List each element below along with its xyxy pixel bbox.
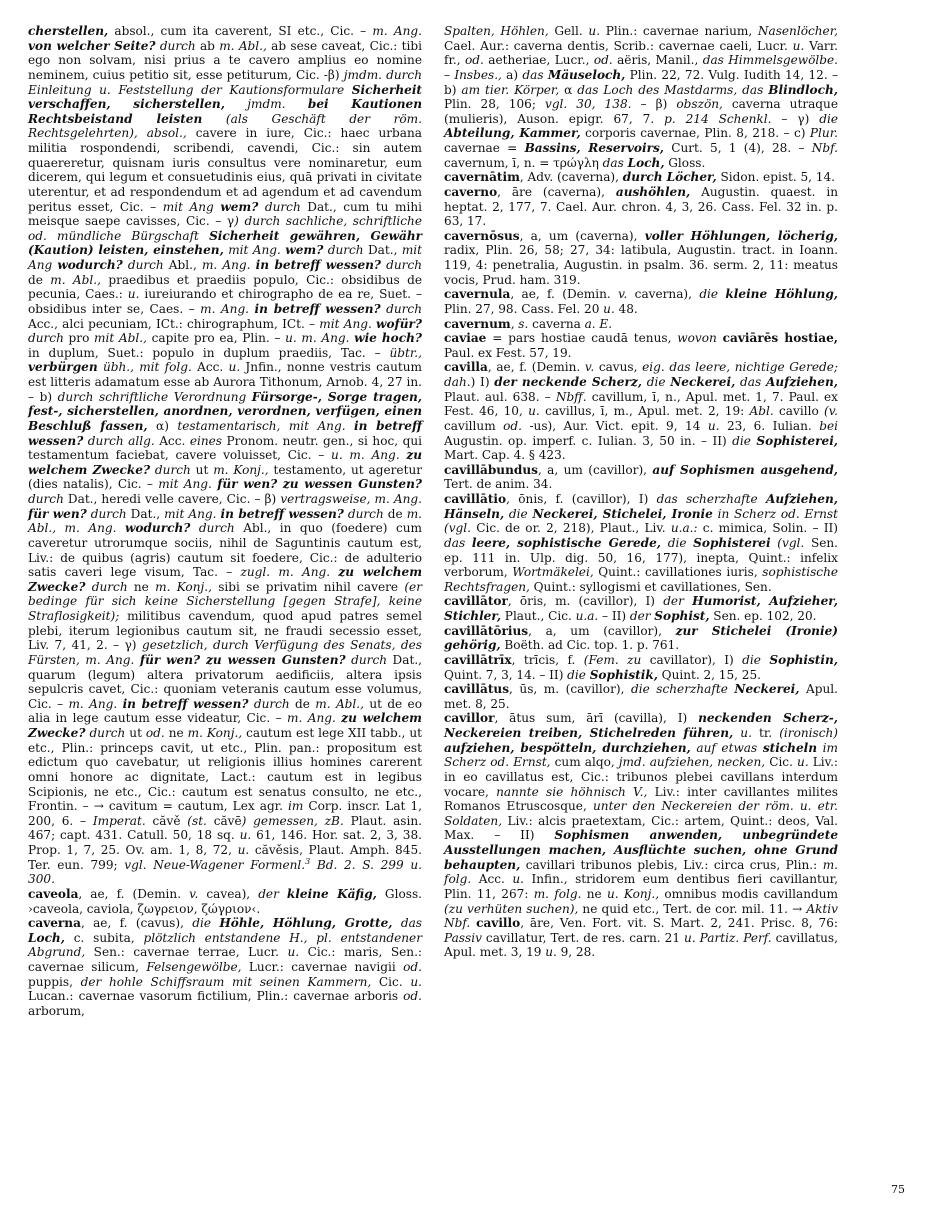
dictionary-entry: caviae = pars hostiae caudā tenus, wovon caviārēs hostiae, Paul. ex Fest. 57, 19. [444,331,839,360]
dictionary-entry: cavillātōrius, a, um (cavillor), zur Stichelei (Ironie) gehörig, Boëth. ad Cic. top. 1. p. 761. [444,623,838,653]
dictionary-entry: Spalten, Höhlen, Gell. u. Plin.: cavernae narium, Nasenlöcher, Cael. Aur.: caverna dentis, Scrib.: cavernae caeli, Lucr. u. Varr. fr., od. aetheriae, Lucr., od. aëris, Manil., das Himmelsgewölbe. – Insbes., a) das Mäuseloch, Plin. 22, 72. Vulg. Iudith 14, 12. – b) am tier. Körper, α das Loch des Mastdarms, das Blindloch, Plin. 28, 106; vgl. 30, 138. – β) obszön, caverna utraque (mulieris), Auson. epigr. 67, 7. p. 214 Schenkl. – γ) die Abteilung, Kammer, corporis cavernae, Plin. 8, 218. – c) Plur. cavernae = Bassins, Reservoirs, Curt. 5, 1 (4), 28. – Nbf. cavernum, ī, n. = τρώγλη das Loch, Gloss. [444,24,839,170]
dictionary-entry: cavernula, ae, f. (Demin. v. caverna), die kleine Höhlung, Plin. 27, 98. Cass. Fel. 20 u. 48. [444,287,838,316]
dictionary-entry: cavernōsus, a, um (caverna), voller Höhlungen, löcherig, radix, Plin. 26, 58; 27, 34: latibula, Augustin. tract. in Ioann. 119, 4: penetralia, Augustin. in psalm. 36. serm. 2, 11: meatus vocis, Prud. ham. 319. [444,228,838,287]
dictionary-entry: cavillābundus, a, um (cavillor), auf Sophismen ausgehend, Tert. de anim. 34. [444,462,838,492]
page-number: 75 [891,1183,905,1196]
dictionary-entry: cherstellen, absol., cum ita caverent, SI etc., Cic. – m. Ang. von welcher Seite? durch ab m. Abl., ab sese caveat, Cic.: tibi ego non solvam, nisi prius a te cavero amplius eo nomine neminem, cuius petitio sit, esse petiturum, Cic. -β) jmdm. durch Einleitung u. Feststellung der Kautionsformulare Sicherheit verschaffen, sicherstellen, jmdm. bei Kautionen Rechtsbeistand leisten (als Geschäft der röm. Rechtsgelehrten), absol., cavere in iure, Cic.: haec urbana militia rospondendi, scribendi, cavendi, Cic.: sin autem quaereretur, quisnam iuris consultus vere nominaretur, eum dicerem, qui legum et consuetudinis eius, quā privati in civitate uterentur, et ad respondendum et ad agendum et ad cavendum peritus esset, Cic. – mit Ang wem? durch Dat., cum tu mihi meisque saepe cavisses, Cic. – γ) durch sachliche, schriftliche od. mündliche Bürgschaft Sicherheit gewähren, Gewähr (Kaution) leisten, einstehen, mit Ang. wem? durch Dat., mit Ang wodurch? durch Abl., m. Ang. in betreff wessen? durch de m. Abl., praedibus et praediis populo, Cic.: obsidibus de pecunia, Caes.: u. iureiurando et chirographo de ea re, Suet. – obsidibus inter se, Caes. – m. Ang. in betreff wessen? durch Acc., alci pecuniam, ICt.: chirographum, ICt. – mit Ang. wofür? durch pro mit Abl., capite pro ea, Plin. – u. m. Ang. wie hoch? in duplum, Suet.: populo in duplum praediis, Tac. – übtr., verbürgen übh., mit folg. Acc. u. Jnfin., nonne vestris cautum est litteris adamatum esse ab Aurora Tithonum, Arnob. 4, 27 in. – b) durch schriftliche Verordnung Fürsorge-, Sorge tragen, fest-, sicherstellen, anordnen, verordnen, verfügen, einen Beschluß fassen, α) testamentarisch, mit Ang. in betreff wessen? durch allg. Acc. eines Pronom. neutr. gen., si hoc, qui testamentum faciebat, cavere voluisset, Cic. – u. m. Ang. zu welchem Zwecke? durch ut m. Konj., testamento, ut ageretur (dies natalis), Cic. – mit Ang. für wen? zu wessen Gunsten? durch Dat., heredi velle cavere, Cic. – β) vertragsweise, m. Ang. für wen? durch Dat., mit Ang. in betreff wessen? durch de m. Abl., m. Ang. wodurch? durch Abl., in quo (foedere) cum caveretur utrorumque sociis, nihil de Saguntinis cautum est, Liv.: de quibus (agris) cautum sit foedere, Cic.: de adulterio satis caveri lege visum, Tac. – zugl. m. Ang. zu welchem Zwecke? durch ne m. Konj., sibi se privatim nihil cavere (er bedinge für sich keine Sicherstellung [gegen Strafe], keine Straflosigkeit); militibus cavendum, quod apud patres semel plebi, iterum legionibus cautum sit, ne fraudi secessio esset, Liv. 7, 41, 2. – γ) gesetzlich, durch Verfügung des Senats, des Fürsten, m. Ang. für wen? zu wessen Gunsten? durch Dat., quarum (legum) altera privatorum aedificiis, altera ipsis sepulcris cavet, Cic.: quoniam veteranis cautum esse volumus, Cic. – m. Ang. in betreff wessen? durch de m. Abl., ut de eo alia in lege cautum esse videatur, Cic. – m. Ang. zu welchem Zwecke? durch ut od. ne m. Konj., cautum est lege XII tabb., ut etc., Plin.: princeps cavit, ut etc., Plin. pan.: propositum est edictum quo cavebatur, ut religionis illius homines carerent omni honore ac dignitate, Lact.: cautum est in legibus Scipionis, ne etc., Cic.: cautum est senatus consulto, ne etc., Frontin. – → cavitum = cautum, Lex agr. im Corp. inscr. Lat 1, 200, 6. – Imperat. căvě (st. căvē) gemessen, zB. Plaut. asin. 467; capt. 431. Catull. 50, 18 sq. u. 61, 146. Hor. sat. 2, 3, 38. Prop. 1, 7, 25. Ov. am. 1, 8, 72, u. căvěsis, Plaut. Amph. 845. Ter. eun. 799; vgl. Neue-Wagener Formenl.$^3$ Bd. 2. S. 299 u. 300. [28,24,423,887]
dictionary-entry: cavillātor, ōris, m. (cavillor), I) der Humorist, Aufzieher, Stichler, Plaut., Cic. u.a. – II) der Sophist, Sen. ep. 102, 20. [444,594,838,623]
dictionary-entry: cavillātrīx, trīcis, f. (Fem. zu cavillator), I) die Sophistin, Quint. 7, 3, 14. – II) die Sophistik, Quint. 2, 15, 25. [444,652,838,682]
dictionary-entry: cavillor, ātus sum, ārī (cavilla), I) neckenden Scherz-, Neckereien treiben, Stichelreden führen, u. tr. (ironisch) aufziehen, bespötteln, durchziehen, auf etwas sticheln im Scherz od. Ernst, cum alqo, jmd. aufziehen, necken, Cic. u. Liv.: in eo cavillatus est, Cic.: tribunos plebei cavillans interdum vocare, nannte sie höhnisch V., Liv.: inter cavillantes milites Romanos Etruscosque, unter den Neckereien der röm. u. etr. Soldaten, Liv.: alcis praetextam, Cic.: artem, Quint.: deos, Val. Max. – II) Sophismen anwenden, unbegründete Ausstellungen machen, Ausflüchte suchen, ohne Grund behaupten, cavillari tribunos plebis, Liv.: circa crus, Plin.: m. folg. Acc. u. Infin., stridorem eum dentibus fieri cavillantur, Plin. 11, 267: m. folg. ne u. Konj., omnibus modis cavillandum (zu verhüten suchen), ne quid etc., Tert. de cor. mil. 11. → Aktiv Nbf. cavillo, āre, Ven. Fort. vit. S. Mart. 2, 241. Prisc. 8, 76: Passiv cavillatur, Tert. de res. carn. 21 u. Partiz. Perf. cavillatus, Apul. met. 3, 19 u. 9, 28. [444,711,839,960]
right-column [444,24,838,960]
dictionary-entry: caverna, ae, f. (cavus), die Höhle, Höhlung, Grotte, das Loch, c. subita, plötzlich entstandene H., pl. entstandener Abgrund, Sen.: cavernae terrae, Lucr. u. Cic.: maris, Sen.: cavernae silicum, Felsengewölbe, Lucr.: cavernae navigii od. puppis, der hohle Schiffsraum mit seinen Kammern, Cic. u. Lucan.: cavernae vasorum fictilium, Plin.: cavernae arboris od. arborum, [28,916,423,1018]
dictionary-entry: cavernum, s. caverna a. E. [444,316,613,331]
dictionary-entry: cavillātus, ūs, m. (cavillor), die scherzhafte Neckerei, Apul. met. 8, 25. [444,682,838,711]
dictionary-entry: caveola, ae, f. (Demin. v. cavea), der kleine Käfig, Gloss. ›caveola, caviola, ζωγρειον, ζώγριον‹. [28,886,423,916]
left-column [28,24,422,1019]
dictionary-entry: cavernātim, Adv. (caverna), durch Löcher, Sidon. epist. 5, 14. [444,170,835,185]
dictionary-entry: cavilla, ae, f. (Demin. v. cavus, eig. das leere, nichtige Gerede; dah.) I) der neckende Scherz, die Neckerei, das Aufziehen, Plaut. aul. 638. – Nbff. cavillum, ī, n., Apul. met. 1, 7. Paul. ex Fest. 46, 10, u. cavillus, ī, m., Apul. met. 2, 19: Abl. cavillo (v. cavillum od. -us), Aur. Vict. epit. 9, 14 u. 23, 6. Iulian. bei Augustin. op. imperf. c. Iulian. 3, 50 in. – II) die Sophisterei, Mart. Cap. 4. § 423. [444,360,839,463]
dictionary-entry: cavillātio, ōnis, f. (cavillor), I) das scherzhafte Aufziehen, Hänseln, die Neckerei, Stichelei, Ironie in Scherz od. Ernst (vgl. Cic. de or. 2, 218), Plaut., Liv. u.a.: c. mimica, Solin. – II) das leere, sophistische Gerede, die Sophisterei (vgl. Sen. ep. 111 in. Ulp. dig. 50, 16, 177), inepta, Quint.: infelix verborum, Wortmäkelei, Quint.: cavillationes iuris, sophistische Rechtsfragen, Quint.: syllogismi et cavillationes, Sen. [444,492,839,594]
dictionary-entry: caverno, āre (caverna), aushöhlen, Augustin. quaest. in heptat. 2, 177, 7. Cael. Aur. chron. 4, 3, 26. Cass. Fel. 32 in. p. 63, 17. [444,184,838,229]
two-column-layout [28,24,907,1019]
